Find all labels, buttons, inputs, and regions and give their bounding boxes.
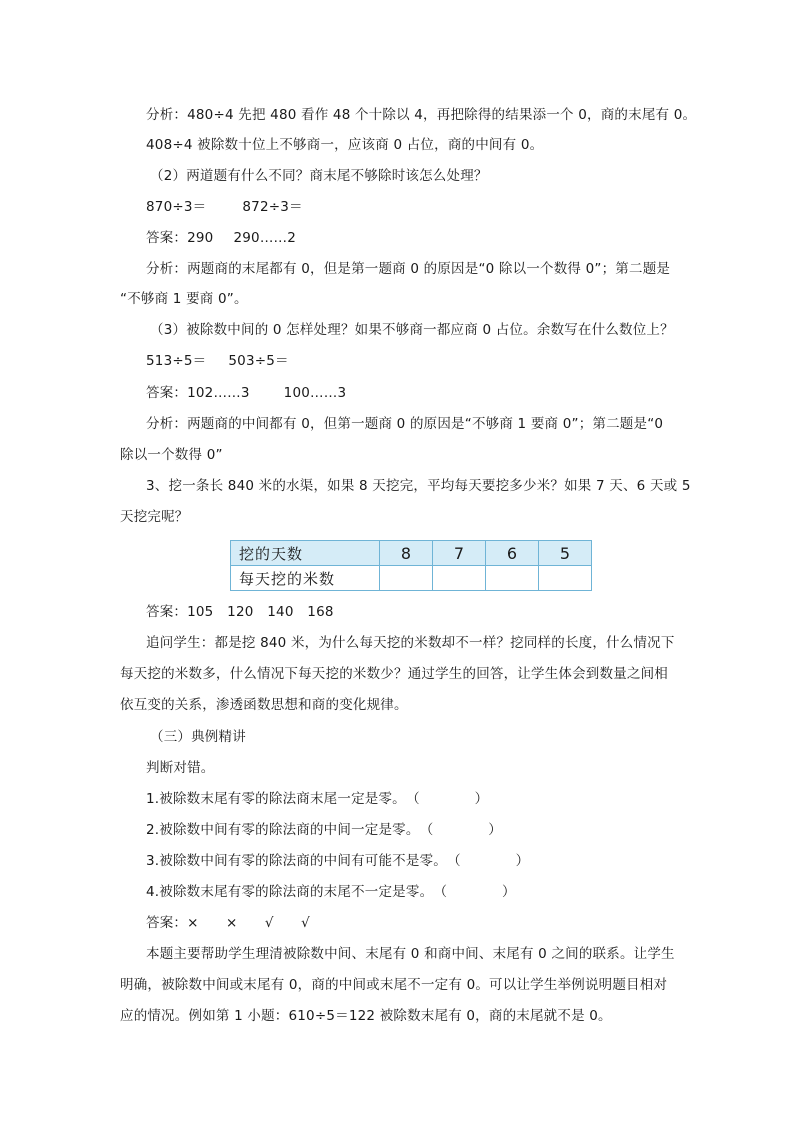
day-cell: 7 xyxy=(433,541,486,566)
section-3-heading: （三）典例精讲 xyxy=(150,729,246,745)
days-row xyxy=(231,541,592,566)
judge-item-1: 1.被除数末尾有零的除法商末尾一定是零。 （ ） xyxy=(146,791,489,807)
analysis-middle-zero-cont: 除以一个数得 0” xyxy=(120,447,223,463)
answer-canal-line: 答案：105 120 140 168 xyxy=(146,604,334,620)
day-cell: 8 xyxy=(380,541,433,566)
judge-heading: 判断对错。 xyxy=(146,760,215,776)
explanation-cont-2: 应的情况。例如第 1 小题：610÷5＝122 被除数末尾有 0，商的末尾就不是 0。 xyxy=(120,1008,612,1024)
meters-label: 每天挖的米数 xyxy=(231,566,380,591)
judge-item-2: 2.被除数中间有零的除法商的中间一定是零。 （ ） xyxy=(146,822,502,838)
analysis-480-line: 分析：480÷4 先把 480 看作 48 个十除以 4，再把除得的结果添一个 0，商的末尾有 0。 xyxy=(146,107,697,123)
answer-290-a: 答案：290 xyxy=(146,230,214,246)
answer-100: 100……3 xyxy=(283,385,347,401)
meters-cell xyxy=(486,566,539,591)
days-label: 挖的天数 xyxy=(231,541,380,566)
analysis-two-problems-cont: “不够商 1 要商 0”。 xyxy=(120,291,248,307)
followup-cont-2: 依互变的关系，渗透函数思想和商的变化规律。 xyxy=(120,697,408,713)
day-cell: 5 xyxy=(539,541,592,566)
day-cell: 6 xyxy=(486,541,539,566)
expr-872: 872÷3＝ xyxy=(242,199,303,215)
question-canal-line: 3、挖一条长 840 米的水渠，如果 8 天挖完，平均每天要挖多少米？如果 7 天、6 天或 5 xyxy=(146,478,691,494)
expr-503: 503÷5＝ xyxy=(228,353,289,369)
expr-870: 870÷3＝ xyxy=(146,199,207,215)
meters-cell xyxy=(380,566,433,591)
answer-102: 答案：102……3 xyxy=(146,385,250,401)
expr-513: 513÷5＝ xyxy=(146,353,207,369)
judge-answer-line: 答案：× × √ √ xyxy=(146,915,310,931)
exercise-513-line xyxy=(146,352,289,370)
question-3-heading: （3）被除数中间的 0 怎样处理？如果不够商一都应商 0 占位。余数写在什么数位上？ xyxy=(150,322,674,338)
explanation-cont-1: 明确，被除数中间或末尾有 0，商的中间或末尾不一定有 0。可以让学生举例说明题目相对 xyxy=(120,977,668,993)
followup-line: 追问学生：都是挖 840 米，为什么每天挖的米数却不一样？挖同样的长度，什么情况下 xyxy=(146,635,675,651)
analysis-408-line: 408÷4 被除数十位上不够商一，应该商 0 占位，商的中间有 0。 xyxy=(146,137,544,153)
answer-102-line xyxy=(146,384,346,402)
answer-290-b: 290……2 xyxy=(233,230,297,246)
followup-cont-1: 每天挖的米数多，什么情况下每天挖的米数少？通过学生的回答，让学生体会到数量之间相 xyxy=(120,666,668,682)
analysis-middle-zero-line: 分析：两题商的中间都有 0，但第一题商 0 的原因是“不够商 1 要商 0”；第二题是“0 xyxy=(146,416,664,432)
judge-item-4: 4.被除数末尾有零的除法商的末尾不一定是零。 （ ） xyxy=(146,884,516,900)
answer-290-line xyxy=(146,229,296,247)
digging-table xyxy=(230,540,592,591)
meters-cell xyxy=(433,566,486,591)
judge-item-3: 3.被除数中间有零的除法商的中间有可能不是零。 （ ） xyxy=(146,853,530,869)
meters-row xyxy=(231,566,592,591)
explanation-line: 本题主要帮助学生理清被除数中间、末尾有 0 和商中间、末尾有 0 之间的联系。让学生 xyxy=(146,946,675,962)
meters-cell xyxy=(539,566,592,591)
question-2-heading: （2）两道题有什么不同？商末尾不够除时该怎么处理？ xyxy=(150,168,488,184)
exercise-870-line xyxy=(146,198,303,216)
analysis-two-problems-line: 分析：两题商的末尾都有 0，但是第一题商 0 的原因是“0 除以一个数得 0”；第二题是 xyxy=(146,261,671,277)
question-canal-cont: 天挖完呢？ xyxy=(120,509,189,525)
